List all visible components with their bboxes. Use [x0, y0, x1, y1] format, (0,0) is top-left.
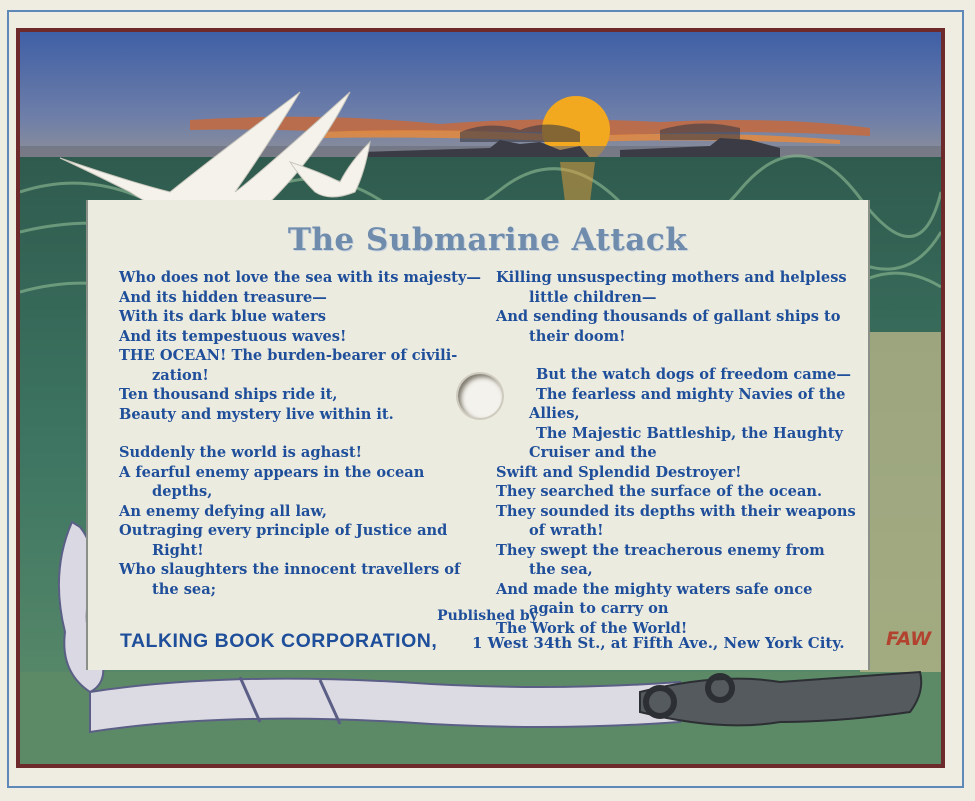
- poem-line: again to carry on: [529, 600, 669, 617]
- publisher-address: 1 West 34th St., at Fifth Ave., New York City.: [472, 634, 845, 652]
- published-by: Published by: [437, 608, 538, 624]
- poem-line: The Majestic Battleship, the Haughty: [536, 424, 843, 442]
- poem-line: Killing unsuspecting mothers and helpless: [496, 269, 847, 286]
- poem-line: Swift and Splendid Destroyer!: [496, 463, 742, 481]
- poem-line: Cruiser and the: [529, 444, 657, 461]
- poem-line: And its hidden treasure—: [119, 288, 327, 306]
- poem-line: They sounded its depths with their weapons: [496, 502, 856, 520]
- poem-line: the sea,: [529, 561, 593, 578]
- spindle-hole: [458, 374, 502, 418]
- poem-line: Beauty and mystery live within it.: [119, 405, 394, 423]
- poem-line: Outraging every principle of Justice and: [119, 522, 448, 539]
- sun-reflection: [560, 162, 595, 202]
- poem-line: little children—: [529, 288, 657, 306]
- poem-line: And its tempestuous waves!: [119, 327, 347, 345]
- poem-line: They swept the treacherous enemy from: [496, 541, 825, 559]
- poem-line: Who slaughters the innocent travellers of: [119, 561, 461, 578]
- poem-column-right: [496, 268, 856, 638]
- poem-line: But the watch dogs of freedom came—: [536, 366, 852, 383]
- poem-line: Right!: [152, 541, 204, 559]
- poem-line: the sea;: [152, 580, 217, 598]
- poem-line: Ten thousand ships ride it,: [119, 386, 338, 403]
- poem-line: The fearless and mighty Navies of the: [536, 385, 846, 403]
- publisher-name: TALKING BOOK CORPORATION,: [120, 630, 438, 652]
- poem-line: Suddenly the world is aghast!: [119, 444, 363, 461]
- artist-monogram: FAW: [886, 628, 932, 650]
- poem-line: of wrath!: [529, 522, 604, 539]
- poem-line: THE OCEAN! The burden-bearer of civili-: [119, 347, 458, 364]
- poem-line: A fearful enemy appears in the ocean: [119, 463, 425, 481]
- poem-line: zation!: [152, 366, 209, 384]
- poem-line: An enemy defying all law,: [119, 502, 327, 520]
- poem-line: With its dark blue waters: [119, 308, 326, 325]
- poem-title: The Submarine Attack: [287, 222, 688, 258]
- poem-column-left: [119, 268, 481, 599]
- poem-line: The Work of the World!: [496, 619, 688, 637]
- poem-line: depths,: [152, 483, 213, 500]
- poem-line: their doom!: [529, 327, 626, 345]
- poem-line: They searched the surface of the ocean.: [496, 483, 823, 500]
- poem-line: And made the mighty waters safe once: [496, 580, 813, 598]
- poem-line: And sending thousands of gallant ships to: [496, 308, 841, 325]
- poem-line: Who does not love the sea with its majesty—: [119, 269, 481, 286]
- poem-line: Allies,: [529, 405, 580, 422]
